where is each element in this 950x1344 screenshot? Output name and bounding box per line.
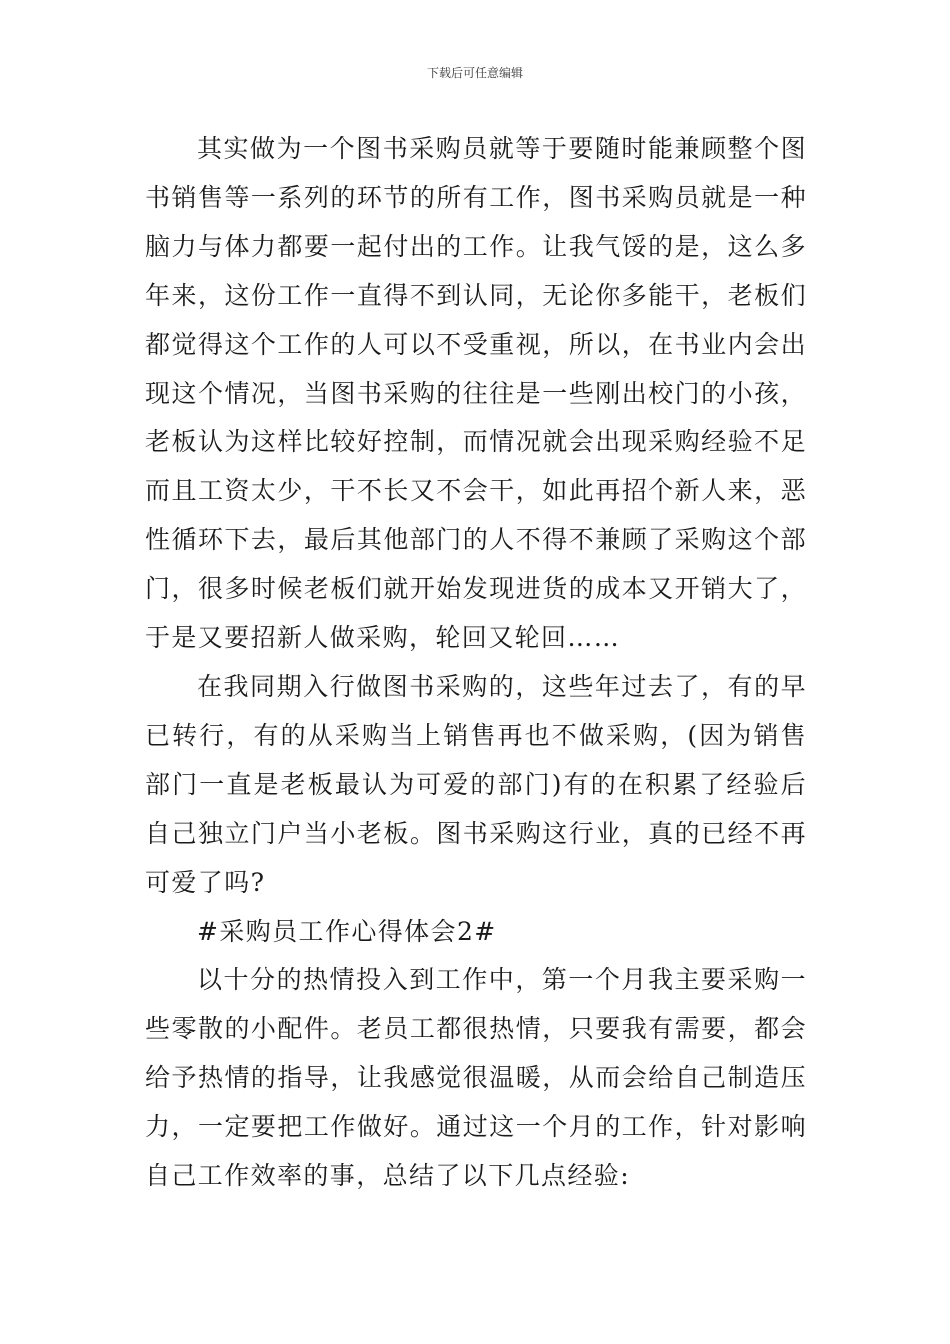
section-heading: #采购员工作心得体会2# <box>197 916 497 946</box>
paragraph-3: 以十分的热情投入到工作中，第一个月我主要采购一些零散的小配件。老员工都很热情，只要我有需要，都会给予热情的指导，让我感觉很温暖，从而会给自己制造压力，一定要把工作做好。通过这一个月的工作，针对影响自己工作效率的事，总结了以下几点经验: <box>145 965 807 1191</box>
page-header: 下载后可任意编辑 <box>426 66 523 80</box>
document-body <box>145 125 807 1201</box>
paragraph-2: 在我同期入行做图书采购的，这些年过去了，有的早已转行，有的从采购当上销售再也不做采购，(因为销售部门一直是老板最认为可爱的部门)有的在积累了经验后自己独立门户当小老板。图书采购这行业，真的已经不再可爱了吗? <box>145 671 807 897</box>
paragraph-1: 其实做为一个图书采购员就等于要随时能兼顾整个图书销售等一系列的环节的所有工作，图书采购员就是一种脑力与体力都要一起付出的工作。让我气馁的是，这么多年来，这份工作一直得不到认同，无论你多能干，老板们都觉得这个工作的人可以不受重视，所以，在书业内会出现这个情况，当图书采购的往往是一些刚出校门的小孩，老板认为这样比较好控制，而情况就会出现采购经验不足而且工资太少，干不长又不会干，如此再招个新人来，恶性循环下去，最后其他部门的人不得不兼顾了采购这个部门，很多时候老板们就开始发现进货的成本又开销大了，于是又要招新人做采购，轮回又轮回…… <box>145 134 807 653</box>
